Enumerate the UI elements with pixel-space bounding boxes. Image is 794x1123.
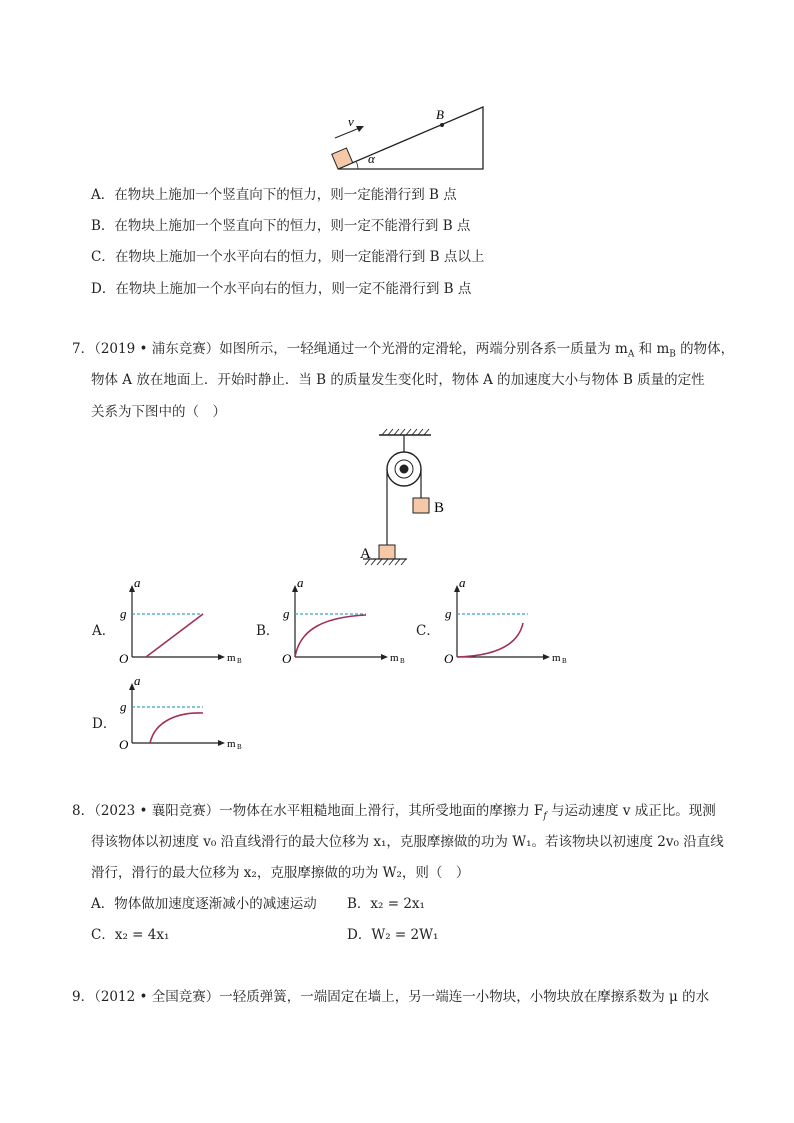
q7-text-b: 和: [634, 341, 657, 357]
graph-c[interactable]: [438, 580, 578, 670]
x-axis-subscript: B: [237, 657, 242, 665]
q9-text: 一轻质弹簧，一端固定在墙上，另一端连一小物块，小物块放在摩擦系数为 μ 的水: [219, 989, 710, 1005]
pulley-axle: [400, 465, 409, 474]
sliding-block: [332, 148, 353, 169]
alpha-label: α: [368, 151, 375, 166]
graph-b[interactable]: [276, 580, 416, 670]
x-arrow-icon: [381, 654, 388, 660]
q7-text-c: 的物体，: [675, 341, 735, 357]
g-label: g: [120, 699, 127, 714]
block-b: [413, 498, 429, 513]
x-arrow-icon: [218, 740, 225, 746]
point-b-dot: [440, 123, 444, 127]
origin-label: O: [119, 651, 129, 666]
q7-source: （2019 • 浦东竞赛）: [94, 341, 220, 357]
graph-d[interactable]: [113, 673, 253, 763]
q8-source: （2023 • 襄阳竞赛）: [94, 803, 220, 819]
origin-label: O: [119, 737, 129, 752]
x-axis-label: m: [227, 738, 236, 750]
x-axis-label: m: [552, 652, 561, 664]
q7-line2: 物体 A 放在地面上．开始时静止．当 B 的质量发生变化时，物体 A 的加速度大小与物体 B 质量的定性: [91, 372, 705, 388]
q6-option-a[interactable]: A．在物块上施加一个竖直向下的恒力，则一定能滑行到 B 点: [91, 187, 457, 203]
graph-a[interactable]: [113, 580, 253, 670]
incline-figure: [328, 100, 493, 175]
q8-line2: 得该物体以初速度 v₀ 沿直线滑行的最大位移为 x₁，克服摩擦做的功为 W₁。若该物块以初速度 2v₀ 沿直线: [91, 834, 724, 850]
q7-line3: 关系为下图中的（ ）: [91, 404, 226, 420]
origin-label: O: [444, 651, 454, 666]
q8-number: 8．: [72, 803, 95, 819]
block-a-label: A: [360, 546, 371, 562]
q8-text-b: 与运动速度 v 成正比。现测: [546, 803, 716, 819]
y-axis-label: a: [134, 673, 141, 688]
g-label: g: [120, 606, 127, 621]
q8-line1: [72, 802, 716, 826]
ceiling-hatch: [382, 429, 429, 435]
q8-option-a[interactable]: A．物体做加速度逐渐减小的减速运动: [91, 896, 317, 912]
x-arrow-icon: [543, 654, 550, 660]
x-axis-label: m: [390, 652, 399, 664]
velocity-label: v: [348, 114, 354, 129]
point-b-label: B: [436, 107, 444, 122]
q8-option-b[interactable]: B．x₂ = 2x₁: [347, 896, 425, 912]
q7-number: 7．: [72, 341, 95, 357]
x-arrow-icon: [218, 654, 225, 660]
q7-ma: $m_A$: [615, 341, 635, 360]
y-axis-label: a: [134, 580, 141, 590]
q7-mb: $m_B$: [656, 341, 676, 360]
x-axis-subscript: B: [400, 657, 405, 665]
graph-option-c-label[interactable]: C．: [416, 623, 440, 639]
g-label: g: [445, 606, 452, 621]
origin-label: O: [282, 651, 292, 666]
pulley-figure: [355, 428, 465, 568]
graph-curve: [295, 615, 366, 657]
q9-source: （2012 • 全国竞赛）: [94, 989, 220, 1005]
q6-option-b[interactable]: B．在物块上施加一个竖直向下的恒力，则一定不能滑行到 B 点: [91, 218, 471, 234]
q9-number: 9．: [72, 989, 95, 1005]
x-axis-label: m: [227, 652, 236, 664]
g-label: g: [283, 606, 290, 621]
q7-text-a: 如图所示，一轻绳通过一个光滑的定滑轮，两端分别各系一质量为: [219, 341, 616, 357]
q6-option-c[interactable]: C．在物块上施加一个水平向右的恒力，则一定能滑行到 B 点以上: [91, 249, 485, 265]
y-axis-label: a: [297, 580, 304, 590]
graph-option-a-label[interactable]: A．: [92, 623, 116, 639]
q7-line1: [72, 340, 734, 364]
graph-curve: [457, 623, 523, 657]
q8-line3: 滑行，滑行的最大位移为 x₂，克服摩擦做的功为 W₂，则（ ）: [91, 865, 470, 881]
q8-option-c[interactable]: C．x₂ = 4x₁: [91, 927, 170, 943]
x-axis-subscript: B: [562, 657, 567, 665]
q8-text-a: 一物体在水平粗糙地面上滑行，其所受地面的摩擦力 F: [219, 803, 544, 819]
y-axis-label: a: [459, 580, 466, 590]
block-a: [379, 545, 395, 559]
q9-line1: [72, 988, 709, 1006]
graph-curve: [150, 713, 203, 743]
graph-option-b-label[interactable]: B．: [256, 623, 280, 639]
incline-triangle: [338, 107, 483, 169]
block-b-label: B: [434, 500, 445, 516]
angle-arc: [357, 162, 359, 169]
q6-option-d[interactable]: D．在物块上施加一个水平向右的恒力，则一定不能滑行到 B 点: [91, 281, 472, 297]
q8-sub-f: f: [543, 811, 547, 822]
q8-option-d[interactable]: D．W₂ = 2W₁: [347, 927, 439, 943]
graph-curve: [146, 614, 203, 657]
x-axis-subscript: B: [237, 743, 242, 751]
ground-hatch: [365, 559, 406, 565]
graph-option-d-label[interactable]: D．: [92, 716, 117, 732]
